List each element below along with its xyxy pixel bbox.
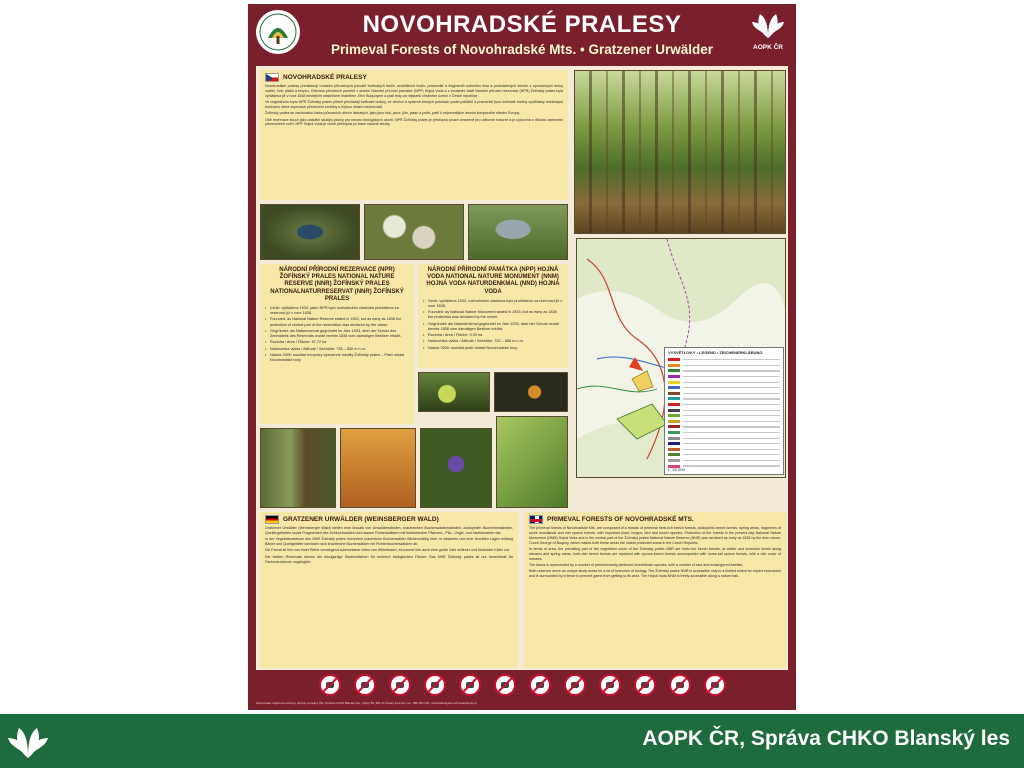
insect-photo [494,372,568,412]
poster [248,4,796,710]
legend-text-line [683,365,780,366]
no-vehicles-icon [424,674,446,696]
bottom-banner [0,714,1024,768]
legend-swatch [668,437,680,440]
legend-text-line [683,382,780,383]
de-paragraph: In der Vegetationsdecke des NNR Žofínský prales herrschen krautreiche Buchenwälder flächenmäßig über, in nässeren und eher feuchten Lagen entlang Bäche und Quellgebiete wechseln sich krautreiche Buchenwälder mit Fichtenbuchenwäldern ab. [265,537,513,547]
mushroom-photo [340,428,416,508]
legend-swatch [668,459,680,462]
tree-trunk-photo [260,428,336,508]
legend-text-line [683,449,780,450]
czech-flag-icon [265,73,279,82]
legend-swatch [668,442,680,445]
legend-text-line [683,359,780,360]
cz-paragraph: Žofínský prales se zachovalou řadou původních dřevin listnatých, jako jsou buk, javor, jilm, jasan a jedle, patří k nejcennějším lesním komplexům střední Evropy. [265,111,521,116]
map-scale: 1 : 50 000 [667,467,685,472]
npr-fact: • Gegründet: als Naturreservat gegründet im Jahr 1933, aber der Schutz des Zentralteils des Reservats wurde bereits 1838 vom damaligen Besitzer erklärt. [265,329,409,339]
legend-text-line [683,398,780,399]
legend-text-line [683,460,780,461]
cz-text-panel [260,70,568,200]
legend-swatch [668,431,680,434]
legend-swatch [668,448,680,451]
aopk-banner-logo-icon [6,720,50,762]
legend-text-line [683,376,780,377]
de-paragraph: Gratzener Urwälder (Weinsberger Wald) stellen eine Mosaik von Urwaldbeständen, krautreichen Buchenwaldbeständen, azidophilen Buchenbeständen, Quellengebieten sowie Fragmenten des Schluchtwaldes und nassen Fichtenwäldern mit bedeutenden Pflanzen-, Pilz-, Vogel- und Insektenarten dar. [265,526,513,535]
legend-rows [668,357,780,469]
poster-content [256,66,788,670]
bird-photo [468,204,568,260]
npr-fact: • Nadmořská výška / Altitude / Seehöhe: 735 – 830 m n.m. [265,347,409,352]
npr-fact: • Rozloha / Area / Fläche: 97,72 ha [265,340,409,345]
no-picking-plants-icon [459,674,481,696]
no-horses-icon [529,674,551,696]
de-paragraph: Die beiden Reservate dienen als einzigartige Studienflächen für mehrere biologischen Fächer. Das NNR Žofínský prales ist nur beschränkt für Fachexkursionen zugänglich. [265,554,513,564]
legend-text-line [683,415,780,416]
beetle-photo [260,204,360,260]
fungus-photo [364,204,464,260]
legend-swatch [668,392,680,395]
legend-text-line [683,432,780,433]
legend-swatch [668,414,680,417]
no-fire-icon [319,674,341,696]
no-camping-icon [354,674,376,696]
en-panel-title: PRIMEVAL FORESTS OF NOVOHRADSKÉ MTS. [547,516,694,523]
en-paragraph: The fauna is represented by a number of predominantly piedmont invertebrate species, with a number of rare and endangered beetles. [529,562,744,567]
poster-header [248,4,796,64]
cz-paragraph: Obě rezervace slouží jako unikátní studijní plochy pro mnoho biologických oborů. NPR Žofínský prales je přístupná pouze omezeně pro odborné exkurze a je oplocena z důvodu zamezení přemnožené zvěři. NPP Hojná Voda je volně přístupná po trase naučné stezky. [265,117,563,127]
legend-swatch [668,425,680,428]
de-text-panel [260,512,518,668]
en-paragraph: In terms of area, the prevailing part of the vegetation cover of the Žofínský prales NNR are herb-rich beech forests, at wetter and inversion levels along streams and spring areas, herb-rich beech forests are replaced with spruce-beech forests accompanied with horse-tail spruce forests, with a rich cover of mosses. [529,546,781,561]
npp-panel-title: NÁRODNÍ PŘÍRODNÍ PAMÁTKA (NPP) HOJNÁ VODA NATIONAL NATURE MONUMENT (NNM) HOJNÁ VODA NATURDENKMAL (NND) HOJNÁ VODA [426,267,560,295]
legend-text-line [683,465,780,466]
npp-fact: • Rozloha / Area / Fläche: 9,09 ha [423,333,563,338]
banner-title: AOPK ČR, Správa CHKO Blanský les [642,727,1010,750]
legend-swatch [668,364,680,367]
legend-swatch [668,453,680,456]
legend-text-line [683,454,780,455]
en-paragraph: The primeval forests of Novohradské Mts. are composed of a mosaic of primeval herb-rich beech forests, acidophilic beech forests, spring areas, fragments of scree woodlands and wet spruce forests, with important plant, fungus, bird and insect species. Protection of the forests in the present-day National Nature Monument (NNM) Hojná Voda and in the central part of the Žofínský prales National Nature Reserve (NNR) was declared as early as 1838 by the then owner, Count George of Buquoy, which makes both these areas the oldest protected areas in the Czech Republic. [529,526,781,545]
poster-title: NOVOHRADSKÉ PRALESY [362,11,682,38]
npr-fact: • Natura 2000: součást evropsky významné lokality Žofínský prales – Ptačí oblast Novohradské hory [265,353,409,363]
poster-credit: Zpracovala: Agentura ochrany přírody a krajiny ČR, Správa CHKO Blanský les, Vyšný 59, 381 01 Český Krumlov, tel.: 380 301 031, www.blanskyles.ochranaprirody.cz [256,701,477,705]
cz-paragraph: Ve vegetačním krytu NPR Žofínský prales půdně převládají květnaté bučiny, ve vlhčích a správně živných polohách podél potůčků a pramenišť jsou květnaté bučiny vystřídány smrkovými bučinami, které doprovází především smrčiny s hojnou účastí mechorostů. [265,100,563,109]
no-skiing-icon [634,674,656,696]
aopk-logo-label: AOPK ČR [753,44,783,51]
legend-swatch [668,375,680,378]
legend-swatch [668,381,680,384]
plant-photo [418,372,490,412]
cz-panel-title: NOVOHRADSKÉ PRALESY [283,74,367,81]
no-hunting-icon [704,674,726,696]
de-paragraph: Die Fauna ist hier von einer Reihe vorwiegend submontaner Arten von Wirbellosen, es kommt hier auch eine große Zahl seltener und bedrohter Käfer vor. [265,548,510,553]
en-text-panel [524,512,786,668]
prohibition-pictograms [256,670,788,700]
leaf-photo [496,416,568,508]
no-dogs-icon [389,674,411,696]
npr-panel [260,264,414,424]
legend-text-line [683,443,780,444]
no-littering-icon [564,674,586,696]
npp-fact: • Founded: as National Nature Monument stated in 1933, but as early as 1838 the protection was declared by the owner. [423,310,563,320]
legend-swatch [668,358,680,361]
de-panel-title: GRATZENER URWÄLDER (WEINSBERGER WALD) [283,516,439,523]
legend-swatch [668,409,680,412]
legend-text-line [683,438,780,439]
flower-photo [420,428,492,508]
legend-text-line [683,404,780,405]
legend-text-line [683,426,780,427]
legend-text-line [683,421,780,422]
forest-photo [574,70,786,234]
legend-title: VYSVĚTLIVKY • LEGEND • ZEICHENERKLÄRUNG [668,350,763,355]
no-cycling-icon [494,674,516,696]
legend-text-line [683,370,780,371]
legend-swatch [668,420,680,423]
no-swimming-icon [669,674,691,696]
npr-fact: • Founded: as National Nature Reserve stated in 1933, but as early as 1838 the protection of central part of the reservation was declared by the owner. [265,317,409,327]
npp-panel [418,264,568,368]
map-legend [664,347,784,475]
npp-fact: • Gegründet: als Naturdenkmal gegründet im Jahr 1933, aber der Schutz wurde bereits 1838 vom damaligen Besitzer erklärt. [423,322,563,332]
poster-subtitle: Primeval Forests of Novohradské Mts. • Gratzener Urwälder [330,42,714,57]
en-paragraph: Both reserves serve as unique study areas for a lot of branches of biology. The Žofínský prales NNR is accessible only to a limited extent for expert excursions and is surrounded by a fence to prevent game from getting to its area. The Hojná Voda NNM is freely accessible along a nature trail. [529,569,781,579]
german-flag-icon [265,515,279,524]
npp-fact: • Vznik: vyhlášena 1933, rozhodnutím vlastníka bylo prohlášeno za rezervaci již v roce 1838. [423,299,563,309]
legend-swatch [668,369,680,372]
no-noise-icon [599,674,621,696]
npp-fact: • Natura 2000: součást ptačí oblasti Novohradské hory [423,346,563,351]
npr-fact: • Vznik: vyhlášena 1933, jádro NPR bylo rozhodnutím vlastníka prohlášeno za rezervaci již v roce 1838. [265,306,409,316]
npp-fact: • Nadmořská výška / Altitude / Seehöhe: 702 – 885 m n.m. [423,339,563,344]
legend-text-line [683,410,780,411]
cz-paragraph: Novohradské pralesy představují mozaiku přirozených porostů květnatých bučin, acidofilních bučin, pramenišť a fragmentů suťového lesa a podmáčených smrčin s významnými druhy rostlin, hub, ptáků a hmyzu. Ochrana přírodních poměrů v dnešní Národní přírodní památce (NPP) Hojná Voda a v sousední části Národní přírodní rezervace (NPR) Žofínský prales byla vyhlášena již v roce 1838 tehdejším vlastníkem hrabětem Jiřím Buquoyem a platí tedy za nejstarší chráněné území v České republice. [265,84,563,98]
legend-swatch [668,386,680,389]
legend-swatch [668,397,680,400]
legend-text-line [683,387,780,388]
legend-swatch [668,403,680,406]
aopk-logo [744,8,792,64]
npr-panel-title: NÁRODNÍ PŘÍRODNÍ REZERVACE (NPR) ŽOFÍNSKÝ PRALES NATIONAL NATURE RESERVE (NNR) ŽOFÍNSKÝ PRALES NATIONALNATURRESERVAT (NNR) ŽOFÍNSKÝ PRALES [270,267,404,302]
uk-flag-icon [529,515,543,524]
legend-text-line [683,393,780,394]
